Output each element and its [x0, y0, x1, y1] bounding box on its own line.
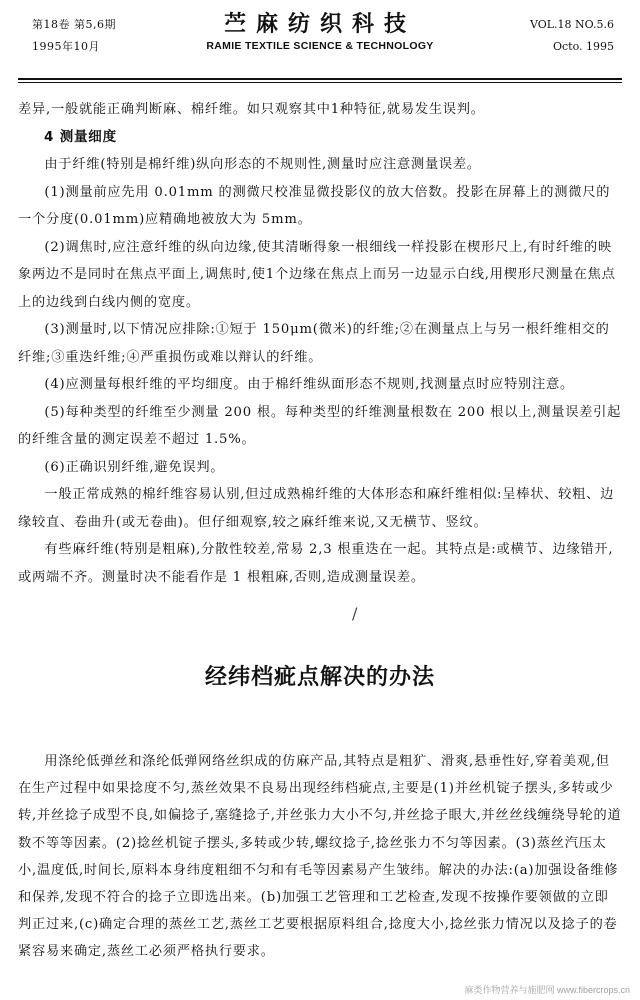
journal-header [0, 0, 640, 80]
paragraph: 有些麻纤维(特别是粗麻),分散性较差,常易 2,3 根重迭在一起。其特点是:或横节、边缘错开,或两端不齐。测量时决不能看作是 1 根粗麻,否则,造成测量误差。 [18, 542, 614, 585]
header-rule [18, 78, 622, 80]
article-title: 经纬档疵点解决的办法 [204, 665, 435, 690]
issue-info-left [32, 14, 116, 58]
paragraph: 差异,一般就能正确判断麻、棉纤维。如只观察其中1种特征,就易发生误判。 [18, 102, 485, 117]
paragraph: (6)正确识别纤维,避免误判。 [44, 459, 225, 475]
section-fineness [18, 96, 622, 591]
issue-info-right [530, 14, 614, 58]
paragraph: (4)应测量每根纤维的平均细度。由于棉纤维纵面形态不规则,找测量点时应特别注意。 [44, 377, 575, 392]
paragraph: 一般正常成熟的棉纤维容易认别,但过成熟棉纤维的大体形态和麻纤维相似:呈棒状、较粗、边缘较直、卷曲升(或无卷曲)。但仔细观察,较之麻纤维来说,又无横节、竖纹。 [18, 487, 615, 530]
date-cn: 1995年10月 [32, 40, 100, 53]
volume-issue-en: VOL.18 NO.5.6 [529, 18, 614, 31]
section-heading: 4 测量细度 [44, 128, 117, 145]
journal-title: 苎麻纺织科技 [223, 11, 416, 37]
paragraph: 由于纤维(特别是棉纤维)纵向形态的不规则性,测量时应注意测量误差。 [44, 157, 481, 172]
paragraph: (5)每种类型的纤维至少测量 200 根。每种类型的纤维测量根数在 200 根以上,测量误差引起的纤维含量的测定误差不超过 1.5%。 [18, 404, 622, 447]
journal-title-block [180, 10, 460, 52]
paragraph: 用涤纶低弹丝和涤纶低弹网络丝织成的仿麻产品,其特点是粗犷、滑爽,悬垂性好,穿着美观,但在生产过程中如果捻度不匀,蒸丝效果不良易出现经纬档疵点,主要是(1)并丝机锭子摆头,多转或少转,并丝捻子成型不良,如偏捻子,塞缝捻子,并丝张力大小不匀,并丝捻子眼大,并丝丝线缠绕导轮的道数不等等因素。(2)捻丝机锭子摆头,多转或少转,螺纹捻子,捻丝张力不匀等因素。(3)蒸丝汽压太小,温度低,时间长,原料本身纬度粗细不匀和有毛等因素易产生皱纬。解决的办法:(a)加强设备维修和保养,发现不符合的捻子立即选出来。(b)加强工艺管理和工艺检查,发现不按操作要领做的立即判正过来,(c)确定合理的蒸丝工艺,蒸丝工艺要根据原料组合,捻度大小,捻丝张力情况以及捻子的卷紧容易来确定,蒸丝工必须严格执行要求。 [18, 754, 622, 960]
date-en: Octo. 1995 [552, 40, 614, 53]
watermark: 麻类作物营养与施肥网 www.fibercrops.cn [464, 985, 630, 995]
header-rule-thin [18, 82, 622, 83]
paragraph: (3)测量时,以下情况应排除:①短于 150μm(微米)的纤维;②在测量点上与另一根纤维相交的纤维;③重迭纤维;④严重损伤或难以辩认的纤维。 [18, 322, 610, 365]
article-body [18, 748, 622, 966]
journal-title-en: RAMIE TEXTILE SCIENCE & TECHNOLOGY [206, 40, 434, 52]
volume-issue-cn: 第18卷 第5,6期 [32, 18, 116, 31]
divider-mark: / [352, 604, 358, 623]
paragraph: (2)调焦时,应注意纤维的纵向边缘,使其清晰得象一根细线一样投影在楔形尺上,有时纤维的映象两边不是同时在焦点平面上,调焦时,使1个边缘在焦点上而另一边显示白线,用楔形尺测量在焦点上的边线到白线内侧的宽度。 [18, 239, 616, 310]
paragraph: (1)测量前应先用 0.01mm 的测微尺校准显微投影仪的放大倍数。投影在屏幕上的测微尺的一个分度(0.01mm)应精确地被放大为 5mm。 [18, 184, 611, 227]
